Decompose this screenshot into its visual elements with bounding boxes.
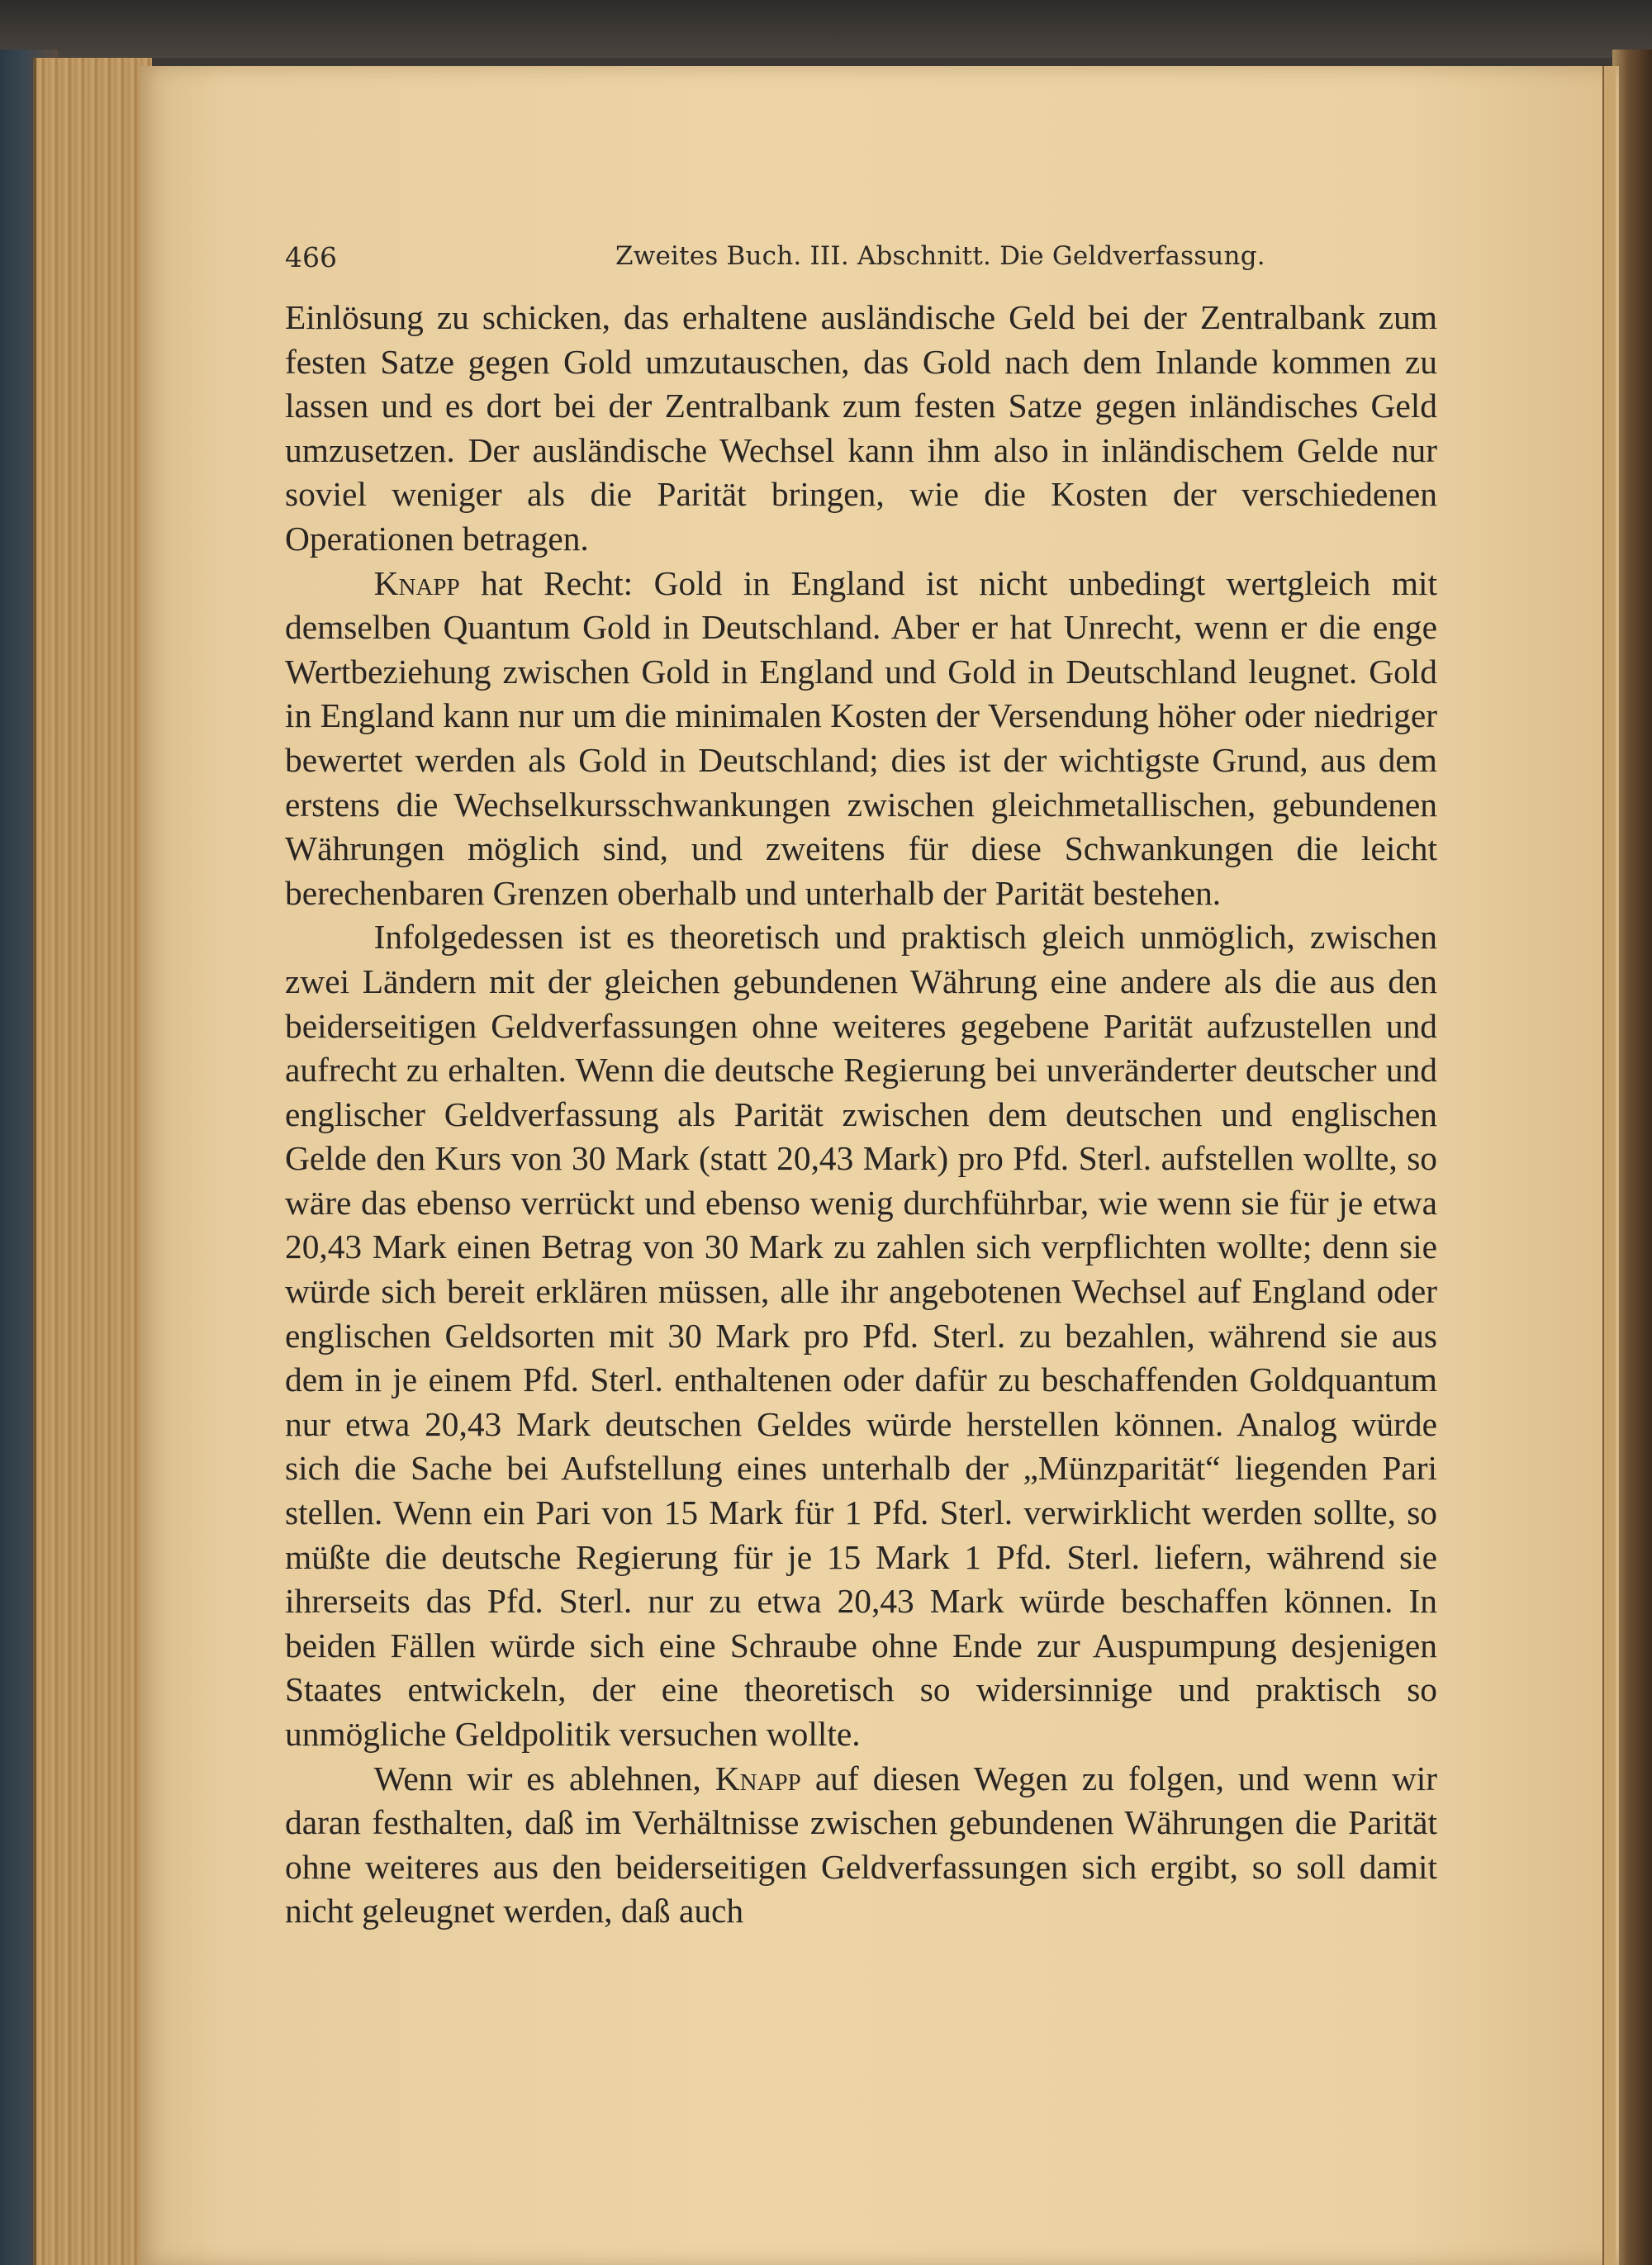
- paragraph: [285, 562, 1437, 916]
- paragraph-text: Infolgedessen ist es theoretisch und praktisch gleich unmöglich, zwischen zwei Ländern mit der gleichen gebundenen Währung eine andere als die aus den beiderseitigen Geldverfassungen ohne weiteres gegebene Parität aufzustellen und aufrecht zu erhalten. Wenn die deutsche Regierung bei unveränderter deutscher und englischer Geldverfassung als Parität zwischen dem deutschen und englischen Gelde den Kurs von 30 Mark (statt 20,43 Mark) pro Pfd. Sterl. aufstellen wollte, so wäre das ebenso verrückt und ebenso wenig durchführbar, wie wenn sie für je etwa 20,43 Mark einen Betrag von 30 Mark zu zahlen sich verpflichten wollte; denn sie würde sich bereit erklären müssen, alle ihr angebotenen Wechsel auf England oder englischen Geldsorten mit 30 Mark pro Pfd. Sterl. zu bezahlen, während sie aus dem in je einem Pfd. Sterl. enthaltenen oder dafür zu beschaffenden Goldquantum nur etwa 20,43 Mark deutschen Geldes würde herstellen können. Analog würde sich die Sache bei Aufstellung eines unterhalb der „Münzparität“ liegenden Pari stellen. Wenn ein Pari von 15 Mark für 1 Pfd. Sterl. verwirklicht werden sollte, so müßte die deutsche Regierung für je 15 Mark 1 Pfd. Sterl. liefern, während sie ihrerseits das Pfd. Sterl. nur zu etwa 20,43 Mark würde beschaffen können. In beiden Fällen würde sich eine Schraube ohne Ende zur Auspumpung desjenigen Staates entwickeln, der eine theoretisch so widersinnige und praktisch so unmögliche Geldpolitik versuchen wollte.: [285, 918, 1437, 1753]
- paragraph: [285, 296, 1437, 562]
- paragraph: [285, 1757, 1437, 1934]
- paragraph-text: auf diesen Wegen zu folgen, und wenn wir daran festhalten, daß im Verhältnisse zwischen gebundenen Währungen die Parität ohne weiteres aus den beiderseitigen Geldverfassungen sich ergibt, so soll damit nicht geleugnet werden, daß auch: [285, 1759, 1437, 1930]
- paragraph-text: Einlösung zu schicken, das erhaltene ausländische Geld bei der Zentralbank zum festen Satze gegen Gold umzutauschen, das Gold nach dem Inlande kommen zu lassen und es dort bei der Zentralbank zum festen Satze gegen inländisches Geld umzusetzen. Der ausländische Wechsel kann ihm also in inländischem Gelde nur soviel weniger als die Parität bringen, wie die Kosten der verschiedenen Operationen betragen.: [285, 298, 1437, 558]
- book-cover-top: [0, 0, 1652, 58]
- page-right-edge: [1602, 66, 1616, 2265]
- paragraph-text: hat Recht: Gold in England ist nicht unbedingt wertgleich mit demselben Quantum Gold in Deutschland. Aber er hat Unrecht, wenn er die enge Wertbeziehung zwischen Gold in England und Gold in Deutschland leugnet. Gold in England kann nur um die minimalen Kosten der Versendung höher oder niedriger bewertet werden als Gold in Deutschland; dies ist der wichtigste Grund, aus dem erstens die Wechselkursschwankungen zwischen gleichmetallischen, gebundenen Währungen möglich sind, und zweitens für diese Schwankungen die leicht berechenbaren Grenzen oberhalb und unterhalb der Parität bestehen.: [285, 563, 1437, 912]
- body-text: [285, 296, 1437, 1934]
- author-name-smallcaps: Knapp: [714, 1759, 801, 1797]
- page-number: 466: [285, 241, 337, 273]
- page-header: [285, 241, 1441, 283]
- paragraph: [285, 915, 1437, 1756]
- author-name-smallcaps: Knapp: [373, 563, 460, 602]
- page-edges: [33, 58, 152, 2265]
- paragraph-text: Wenn wir es ablehnen,: [373, 1759, 715, 1797]
- running-head: Zweites Buch. III. Abschnitt. Die Geldverfassung.: [615, 241, 1265, 271]
